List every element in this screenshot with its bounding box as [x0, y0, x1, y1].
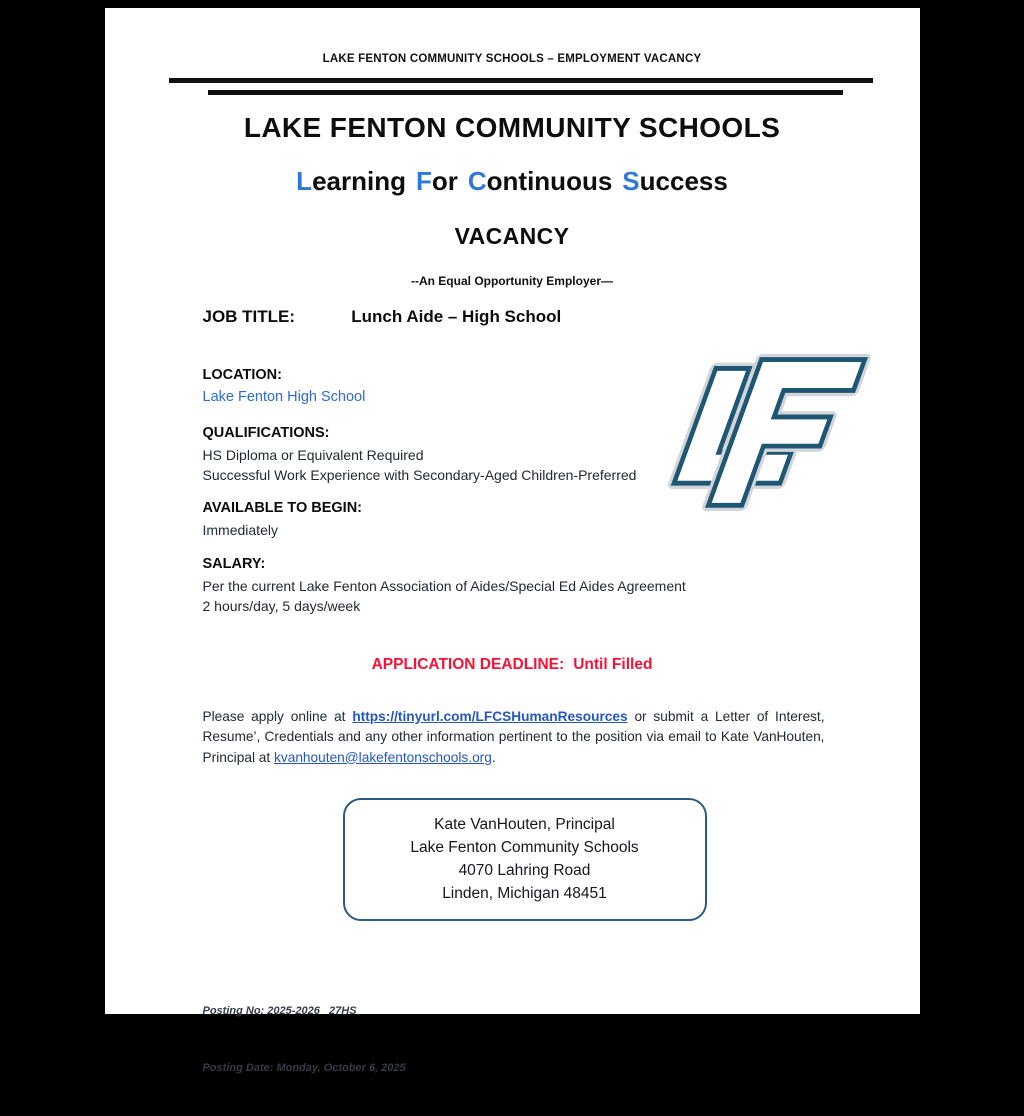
posting-number: Posting No: 2025-2026 27HS: [202, 1005, 357, 1017]
qualification-line: Successful Work Experience with Secondary-Aged Children-Preferred: [202, 466, 637, 483]
qualifications-label: QUALIFICATIONS:: [202, 425, 330, 441]
apply-text-mid: or submit a Letter of Interest, Resume’, Credentials and any other information pertinent to the position via email to Kate VanHouten, Principal at: [202, 708, 825, 765]
posting-date: Posting Date: Monday, October 6, 2025: [202, 1062, 406, 1074]
salary-line: Per the current Lake Fenton Association of Aides/Special Ed Aides Agreement: [202, 578, 686, 594]
vacancy-heading: VACANCY: [454, 223, 570, 249]
qualifications-section: [203, 425, 637, 485]
available-section: [203, 500, 363, 541]
motto-word-rest: uccess: [639, 166, 728, 196]
apply-instructions-paragraph: [203, 707, 825, 769]
motto-word: [416, 166, 458, 196]
application-deadline-value: Until Filled: [573, 656, 653, 673]
apply-email-link[interactable]: kvanhouten@lakefentonschools.org: [274, 749, 492, 765]
district-motto: [105, 166, 920, 197]
motto-word-rest: or: [431, 166, 458, 196]
job-title-value: Lunch Aide – High School: [351, 307, 562, 326]
document-header-banner: LAKE FENTON COMMUNITY SCHOOLS – EMPLOYMENT VACANCY: [322, 53, 702, 65]
qualification-line: HS Diploma or Equivalent Required: [202, 447, 424, 463]
location-label: LOCATION:: [202, 367, 282, 383]
salary-line: 2 hours/day, 5 days/week: [202, 597, 361, 614]
motto-lead-letter: L: [296, 166, 313, 196]
motto-lead-letter: F: [415, 166, 432, 196]
motto-lead-letter: S: [622, 166, 640, 196]
motto-lead-letter: C: [467, 166, 487, 196]
contact-address-box: [343, 798, 707, 921]
salary-section: [203, 556, 686, 616]
job-title-label: JOB TITLE:: [202, 307, 296, 326]
apply-url-link[interactable]: https://tinyurl.com/LFCSHumanResources: [352, 708, 628, 724]
contact-line: Linden, Michigan 48451: [442, 885, 607, 902]
motto-word-rest: ontinuous: [486, 166, 613, 196]
document-page: [105, 8, 920, 1074]
location-link[interactable]: Lake Fenton High School: [202, 389, 366, 405]
job-title-row: [203, 307, 562, 327]
salary-label: SALARY:: [202, 556, 266, 572]
location-section: [203, 367, 366, 406]
apply-text-pre: Please apply online at: [202, 708, 353, 724]
available-value: Immediately: [202, 522, 278, 538]
application-deadline-label: APPLICATION DEADLINE:: [371, 656, 565, 673]
district-title: LAKE FENTON COMMUNITY SCHOOLS: [243, 112, 781, 143]
motto-word: [622, 166, 728, 196]
available-label: AVAILABLE TO BEGIN:: [202, 500, 362, 516]
motto-word: [296, 166, 406, 196]
contact-line: Lake Fenton Community Schools: [410, 839, 639, 856]
lf-monogram-logo-icon: [657, 346, 869, 518]
posting-info-footer: [203, 964, 406, 1116]
motto-word-rest: earning: [312, 166, 406, 196]
contact-line: Kate VanHouten, Principal: [434, 816, 615, 833]
equal-opportunity-line: --An Equal Opportunity Employer—: [410, 274, 613, 288]
divider-line-top: [169, 78, 873, 83]
apply-text-post: .: [491, 749, 496, 765]
motto-word: [468, 166, 612, 196]
application-deadline: [105, 656, 920, 674]
screen: [0, 8, 1024, 1074]
contact-line: 4070 Lahring Road: [458, 862, 591, 879]
divider-line-bottom: [208, 90, 843, 95]
